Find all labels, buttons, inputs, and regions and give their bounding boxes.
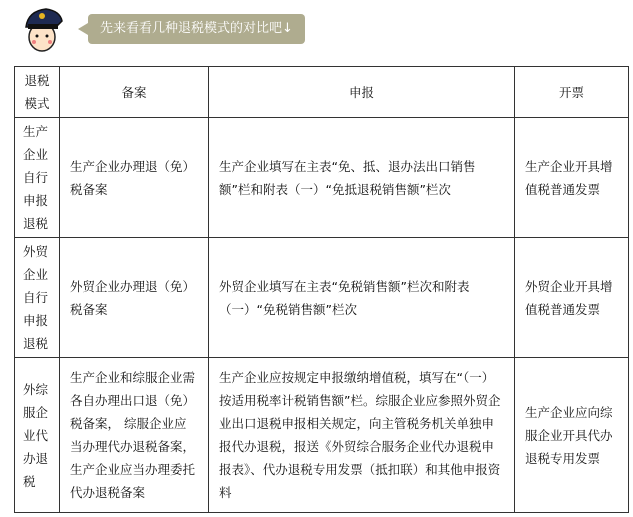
cell-declaration: 生产企业填写在主表“免、抵、退办法出口销售额”栏和附表（一）“免抵退税销售额”栏次 xyxy=(209,118,515,238)
cell-invoice: 生产企业开具增值税普通发票 xyxy=(515,118,629,238)
tax-refund-comparison-table xyxy=(14,66,629,513)
header-declaration: 申报 xyxy=(209,67,515,118)
table-row xyxy=(15,238,629,358)
cell-mode: 外贸企业自行申报退税 xyxy=(15,238,60,358)
header-invoice: 开票 xyxy=(515,67,629,118)
cell-mode: 生产企业自行申报退税 xyxy=(15,118,60,238)
cell-filing: 生产企业办理退（免）税备案 xyxy=(60,118,209,238)
header-mode: 退税模式 xyxy=(15,67,60,118)
table-row xyxy=(15,118,629,238)
cell-invoice: 生产企业应向综服企业开具代办退税专用发票 xyxy=(515,358,629,513)
cell-filing: 生产企业和综服企业需各自办理出口退（免）税备案， 综服企业应当办理代办退税备案，生产企业应当办理委托代办退税备案 xyxy=(60,358,209,513)
cell-filing: 外贸企业办理退（免）税备案 xyxy=(60,238,209,358)
banner xyxy=(20,4,305,54)
header-filing: 备案 xyxy=(60,67,209,118)
table-header-row xyxy=(15,67,629,118)
cell-mode: 外综服企业代办退税 xyxy=(15,358,60,513)
cell-declaration: 外贸企业填写在主表“免税销售额”栏次和附表（一）“免税销售额”栏次 xyxy=(209,238,515,358)
tax-officer-avatar-icon xyxy=(20,5,68,53)
cell-invoice: 外贸企业开具增值税普通发票 xyxy=(515,238,629,358)
table-row xyxy=(15,358,629,513)
banner-text: 先来看看几种退税模式的对比吧↓ xyxy=(88,14,305,44)
cell-declaration: 生产企业应按规定申报缴纳增值税，填写在“（一）按适用税率计税销售额”栏。综服企业应参照外贸企业出口退税申报相关规定，向主管税务机关单独申报代办退税，报送《外贸综合服务企业代办退税申报表》、代办退税专用发票（抵扣联）和其他申报资料 xyxy=(209,358,515,513)
